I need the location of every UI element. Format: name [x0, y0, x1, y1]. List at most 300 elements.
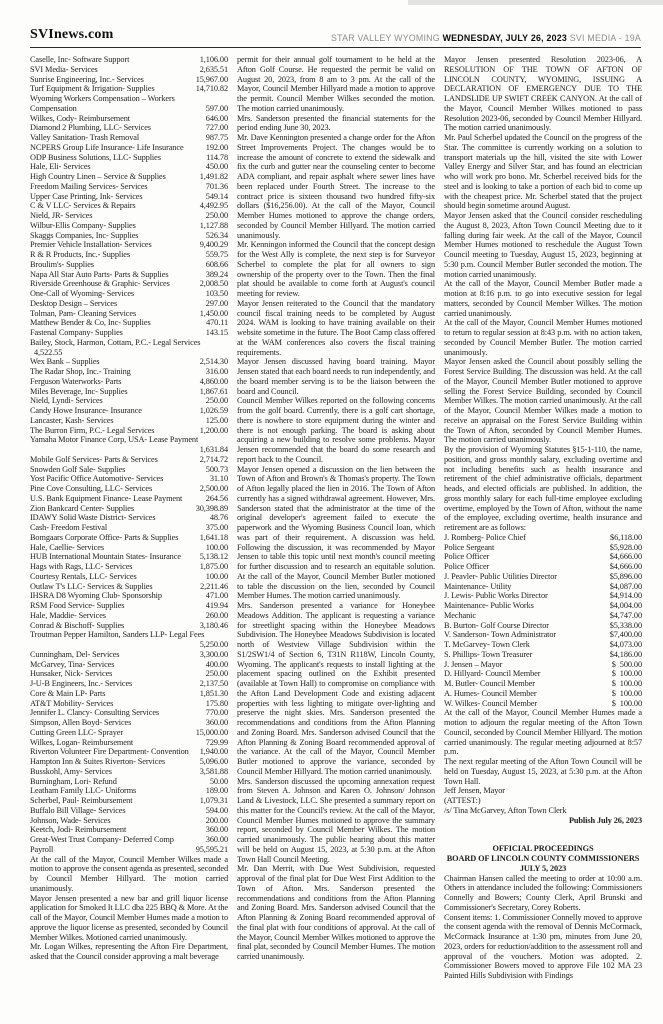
ledger-amount: 3,581.88	[199, 766, 228, 776]
masthead	[30, 27, 641, 48]
ledger-amount: 5,096.00	[199, 757, 228, 766]
ledger-name: ODP Business Solutions, LLC- Supplies	[30, 152, 161, 162]
ledger-name: Conrad & Bischoff- Supplies	[30, 620, 125, 630]
ledger-row	[30, 494, 228, 504]
paragraph: Chairman Hansen called the meeting to order at 10:00 a.m. Others in attendance included the following: Commissioners Connelly and Bowers; County Clerk, April Brunski and Commissioner's Secretary, Corey Roberts.	[444, 873, 642, 912]
ledger-row	[444, 591, 642, 601]
ledger-amount: 125.00	[205, 415, 228, 425]
ledger-amount: $5,338.00	[609, 620, 642, 630]
paragraph: Mrs. Sanderson discussed the upcoming annexation request from Steven A. Johnson and Karen O. Johnson/ Johnson Land & Livestock, LLC. She presented a summary report on this matter for the Council's review. At the call of the Mayor, Council Member Humes motioned to approve the summary report, seconded by Council Member Wilkes. The motion carried unanimously. The public hearing about this matter will be held on August 15, 2023, at 5:30 p.m. at the Afton Town Hall Council Meeting.	[237, 776, 435, 864]
ledger-row	[444, 572, 642, 582]
ledger-name: J-U-B Engineers, Inc.- Services	[30, 679, 133, 688]
ledger-row	[30, 211, 228, 221]
ledger-name: IDAWY Solid Waste District- Services	[30, 513, 156, 523]
ledger-name: Pine Cove Consulting, LLC- Services	[30, 484, 153, 493]
ledger-row	[30, 240, 228, 250]
ledger-amount: 608.66	[205, 259, 228, 269]
ledger-name: Snowden Golf Sale- Supplies	[30, 464, 126, 474]
ledger-amount: 419.94	[205, 601, 228, 610]
signoff-line: Jeff Jensen, Mayor	[444, 786, 505, 796]
paragraph: Consent items: 1. Commissioner Connelly moved to approve the consent agenda with the removal of Dennis McCormack, McCormack Insurance at 1:30 pm, minutes from June 20, 2023, orders for reduction/addition to the assessment roll and approval of the vouchers. Motion was adopted. 2. Commissioner Bowers moved to approve File 102 MA 23 Painted Hills Subdivision with Findings	[444, 912, 642, 980]
ledger-name: Mechanic	[444, 610, 476, 620]
ledger-name: Bomgaars Corporate Office- Parts & Supplies	[30, 532, 179, 542]
ledger-row	[30, 650, 228, 660]
ledger-name: Riverton Volunteer Fire Department- Convention	[30, 747, 189, 757]
ledger-row	[30, 55, 228, 65]
paragraph: Mayor Jensen opened a discussion on the lien between the Town of Afton and Brown's & Thomas's property. The Town of Afton legally placed the lien in 2016. The Town of Afton currently has a signed withdrawal agreement. However, Mrs. Sanderson stated that the administrator at the time of the original developer's agreement failed to execute the paperwork and the Wyoming Business Council loan, which was part of their requirement. A discussion was held. Following the discussion, it was recommended by Mayor Jensen to table this topic until next month's council meeting for further discussion and to research an equitable solution. At the call of the Mayor, Council Member Butler motioned to table the discussion on the lien, seconded by Council Member Humes. The motion carried unanimously.	[237, 464, 435, 601]
ledger-amount: $ 100.00	[611, 669, 642, 679]
paragraph: By the provision of Wyoming Statutes §15-1-110, the name, position, and gross monthly salary, excluding overtime and not including benefits such as health insurance and retirement of the chief administrative officials, department heads, and elected officials are published. In addition, the gross monthly salary for each full-time employee excluding overtime, employed by the Town of Afton, without the name of the employee, excluding overtime, health insurance and retirement are as follows:	[444, 445, 642, 532]
ledger-name: Wilbur-Ellis Company- Supplies	[30, 220, 136, 230]
ledger-name: HUB International Mountain States- Insurance	[30, 552, 181, 562]
ledger-amount: 2,635.51	[199, 64, 228, 74]
paragraph: Mrs. Sanderson presented a variance for Honeybee Meadows Addition. The applicant is requesting a variance for streetlight spacing within the Honeybee Meadows Subdivision. The Honeybee Meadows Subdivision is located north of Westview Village Subdivision within the S1/2SW1/4 of Section 6, T31N R118W, Lincoln County, Wyoming. The applicant's requests to install lighting at the placement spacing outlined on the Exhibit presented (available at Town Hall) to compromise on compliance with the Afton Land Development Code and existing adjacent properties with less lighting to mitigate over-lighting and preserve the night skies. Mrs. Sanderson presented the recommendations and conditions from the Afton Planning and Zoning Board. Mrs. Sanderson advised Council that the Afton Planning & Zoning Board recommended approval of the variance. At the call of the Mayor, Council Member Butler motioned to approve the variance, seconded by Council Member Hillyard. The motion carried unanimously.	[237, 601, 435, 776]
heading-line: JULY 5, 2023	[519, 863, 567, 873]
ledger-row	[444, 533, 642, 543]
ledger-amount: 48.76	[209, 513, 228, 523]
ledger-amount: 549.14	[205, 191, 228, 201]
ledger-amount: $4,087.00	[609, 581, 642, 591]
ledger-name: Burningham, Lori- Refund	[30, 776, 117, 786]
folio-right: SVI MEDIA - 19A	[567, 33, 641, 43]
ledger-row	[30, 192, 228, 202]
ledger-row	[30, 318, 228, 328]
ledger-row	[30, 611, 228, 621]
ledger-row	[30, 289, 228, 299]
ledger-row	[444, 582, 642, 592]
ledger-amount: $ 100.00	[611, 679, 642, 688]
ledger-row	[30, 299, 228, 309]
column-3-paragraphs-mid	[444, 708, 642, 786]
ledger-row	[30, 523, 228, 533]
ledger-row	[30, 94, 228, 114]
ledger-row	[30, 738, 228, 748]
ledger-amount: 100.00	[205, 571, 228, 581]
ledger-row	[30, 513, 228, 523]
paragraph: Mrs. Sanderson presented the financial statements for the period ending June 30, 2023.	[237, 113, 435, 133]
ledger-name: Hale, Caellie- Services	[30, 542, 104, 552]
ledger-row	[30, 572, 228, 582]
ledger-name: Wyoming Workers Compensation – Workers Compensation	[30, 94, 175, 113]
paragraph: Mr. Kenningon informed the Council that the concept design for the West Ally is complete, the next step is for Surveyor Scherbel to complete the plat for all owners to sign ownership of the property over to the Town. Then the final plat should be available to come forth at August's council meeting for review.	[237, 240, 435, 298]
ledger-name: Nield, JR- Services	[30, 211, 93, 220]
ledger-amount: 200.00	[205, 815, 228, 825]
ledger-name: Broulim's- Supplies	[30, 259, 94, 269]
ledger-row	[30, 708, 228, 718]
ledger-amount: 400.00	[205, 659, 228, 669]
ledger-row	[30, 153, 228, 163]
ledger-amount: 50.00	[209, 776, 228, 786]
ledger-amount: 360.00	[205, 825, 228, 835]
ledger-name: Scherbel, Paul- Reimbursement	[30, 796, 133, 805]
ledger-amount: 1,127.88	[199, 220, 228, 230]
column-3-paragraphs-top	[444, 55, 642, 533]
site-title: SVInews.com	[30, 27, 114, 42]
vendor-ledger	[30, 55, 228, 855]
ledger-row	[30, 367, 228, 377]
ledger-name: Busskohl, Amy- Services	[30, 766, 112, 776]
ledger-row	[30, 396, 228, 406]
ledger-amount: 770.00	[205, 708, 228, 718]
ledger-row	[30, 143, 228, 153]
ledger-row-amount	[30, 348, 228, 358]
ledger-name: A. Humes- Council Member	[444, 688, 537, 698]
ledger-row	[30, 270, 228, 280]
ledger-name: Johnson, Wade- Services	[30, 815, 111, 825]
ledger-row	[30, 601, 228, 611]
ledger-amount: $4,666.00	[609, 552, 642, 562]
ledger-name: The Radar Shop, Inc.- Training	[30, 367, 131, 376]
ledger-row	[30, 543, 228, 553]
ledger-amount: 2,137.50	[199, 679, 228, 688]
ledger-row	[30, 416, 228, 426]
paragraph: Council Member Wilkes reported on the following concerns from the golf board. Currently, there is a golf cart shortage, there is nowhere to store equipment during the winter and there is not enough parking. The board is asking about acquiring a new building to resolve some problems. Mayor Jensen recommended that the board do some research and report back to the Council.	[237, 396, 435, 464]
ledger-amount: 175.80	[205, 698, 228, 708]
ledger-name: Hale, Eli- Services	[30, 162, 91, 172]
ledger-row	[444, 660, 642, 670]
ledger-amount: 389.24	[205, 269, 228, 279]
ledger-name: Hale, Maddie- Services	[30, 610, 106, 620]
ledger-name: Miles Beverage, Inc- Supplies	[30, 386, 128, 396]
ledger-row	[444, 562, 642, 572]
ledger-name: Matthew Bender & Co, Inc- Supplies	[30, 318, 151, 328]
article-columns	[30, 55, 641, 981]
ledger-amount: 95,595.21	[195, 844, 228, 854]
page-edge-artifact	[408, 0, 663, 5]
ledger-name: Upper Case Printing, Ink- Services	[30, 191, 143, 201]
ledger-row	[30, 533, 228, 543]
ledger-row	[444, 621, 642, 631]
ledger-name: Tolman, Pam- Cleaning Services	[30, 308, 137, 318]
ledger-amount: $6,118.00	[610, 532, 642, 542]
ledger-amount: 2,211.46	[200, 581, 228, 591]
ledger-amount: 360.00	[205, 835, 228, 844]
ledger-amount: 1,106.00	[199, 55, 228, 64]
ledger-row	[30, 474, 228, 484]
ledger-name: Core & Main LP- Parts	[30, 688, 106, 698]
ledger-amount: 143.15	[205, 328, 228, 337]
ledger-amount: 1,940.00	[199, 747, 228, 757]
ledger-name: IHSRA D8 Wyoming Club- Sponsorship	[30, 591, 162, 601]
ledger-row	[30, 484, 228, 494]
ledger-row	[444, 611, 642, 621]
ledger-name: Skaggs Companies, Inc- Supplies	[30, 230, 139, 240]
ledger-row	[444, 543, 642, 553]
ledger-amount: 559.75	[205, 250, 228, 259]
ledger-row	[30, 845, 228, 855]
ledger-row	[444, 552, 642, 562]
ledger-amount: $5,928.00	[609, 542, 642, 552]
ledger-amount: $4,747.00	[609, 610, 642, 620]
ledger-name: Wex Bank – Supplies	[30, 357, 100, 367]
ledger-name: B. Burton- Golf Course Director	[444, 620, 549, 630]
ledger-row	[30, 250, 228, 260]
ledger-row	[30, 114, 228, 124]
ledger-row	[30, 825, 228, 835]
ledger-amount: $ 500.00	[611, 659, 642, 669]
ledger-amount: 114.78	[206, 152, 228, 162]
ledger-name: Freedom Mailing Services- Services	[30, 181, 148, 191]
ledger-row	[30, 582, 228, 592]
ledger-row	[30, 455, 228, 465]
signoff-line: /s/ Tina McGarvey, Afton Town Clerk	[444, 805, 567, 815]
ledger-row	[30, 728, 228, 738]
paragraph: Mr. Logan Wilkes, representing the Afton Fire Department, asked that the Council consider approving a malt beverage	[30, 942, 228, 961]
ledger-name: Buffalo Bill Village- Services	[30, 805, 126, 815]
heading-line: OFFICIAL PROCEEDINGS	[492, 844, 594, 854]
ledger-name: Payroll	[30, 844, 54, 854]
ledger-row	[30, 767, 228, 777]
ledger-amount: 3,180.46	[199, 620, 228, 630]
ledger-name: Sunrise Engineering, Inc.- Services	[30, 74, 144, 84]
ledger-amount: 192.00	[205, 142, 228, 152]
ledger-row	[30, 562, 228, 572]
paragraph: At the call of the Mayor, Council Member Butler made a motion at 8:16 p.m. to go into executive session for legal matters, seconded by Council Member Wilkes. The motion carried unanimously.	[444, 279, 642, 318]
ledger-name: Ferguson Waterworks- Parts	[30, 376, 122, 386]
ledger-name: Cutting Green LLC- Sprayer	[30, 727, 124, 737]
ledger-amount: 500.73	[205, 464, 228, 474]
ledger-row	[30, 406, 228, 416]
ledger-name: High Country Linen – Service & Supplies	[30, 172, 166, 181]
ledger-amount: 30,398.89	[195, 503, 228, 513]
ledger-row	[30, 630, 228, 640]
ledger-name: Simpson, Allen Boyd- Services	[30, 718, 132, 727]
ledger-amount: 4,522.55	[34, 347, 63, 357]
ledger-row	[444, 679, 642, 689]
ledger-amount: 316.00	[205, 367, 228, 376]
salary-ledger	[444, 533, 642, 709]
ledger-name: Premier Vehicle Installation- Services	[30, 240, 152, 250]
paragraph: At the call of the Mayor, Council Member Wilkes made a motion to approve the consent agenda as presented, seconded by Council Member Hillyard. The motion carried unanimously.	[30, 854, 228, 893]
ledger-row	[30, 133, 228, 143]
ledger-name: Hampton Inn & Suites Riverton- Services	[30, 757, 166, 766]
ledger-amount: 15,000.00	[195, 727, 228, 737]
ledger-row	[30, 786, 228, 796]
ledger-name: Keetch, Jodi- Reimbursement	[30, 825, 127, 835]
ledger-name: One-Call of Wyoming- Services	[30, 289, 135, 298]
ledger-amount: $7,400.00	[609, 630, 642, 640]
ledger-name: Caselle, Inc- Software Support	[30, 55, 130, 64]
ledger-amount: 5,138.12	[199, 552, 228, 562]
ledger-name: NCPERS Group Life Insurance- Life Insurance	[30, 142, 184, 152]
ledger-amount: 250.00	[205, 396, 228, 406]
ledger-row	[30, 84, 228, 94]
ledger-name: U.S. Bank Equipment Finance- Lease Payment	[30, 493, 183, 503]
ledger-row	[444, 630, 642, 640]
official-proceedings-heading	[444, 844, 642, 873]
ledger-amount: 250.00	[205, 669, 228, 679]
ledger-row	[30, 435, 228, 445]
ledger-row	[30, 689, 228, 699]
folio	[331, 33, 641, 43]
ledger-amount: 3,300.00	[199, 649, 228, 659]
ledger-row	[444, 699, 642, 709]
folio-date: WEDNESDAY, JULY 26, 2023	[442, 33, 568, 43]
ledger-row-amount	[30, 445, 228, 455]
ledger-name: Desktop Design – Services	[30, 298, 118, 308]
ledger-amount: 250.00	[205, 211, 228, 220]
column-2	[237, 55, 435, 981]
ledger-row	[444, 650, 642, 660]
ledger-name: Lancaster, Kash- Services	[30, 415, 114, 425]
ledger-amount: 4,860.00	[199, 376, 228, 386]
signoff-line: (ATTEST:)	[444, 796, 481, 805]
ledger-row	[30, 309, 228, 319]
paragraph: Mayor Jensen discussed having board training. Mayor Jensen stated that each board needs to run independently, and the board member serving is to be the liaison between the board and Council.	[237, 357, 435, 396]
ledger-name: T. McGarvey- Town Clerk	[444, 640, 530, 649]
ledger-name: RSM Food Service- Supplies	[30, 601, 125, 610]
ledger-name: Wilkes, Cody- Reimbursement	[30, 113, 130, 123]
ledger-amount: $ 100.00	[611, 688, 642, 698]
ledger-amount: 2,714.72	[199, 454, 228, 464]
ledger-row	[444, 601, 642, 611]
ledger-name: Hags with Rags, LLC- Services	[30, 562, 133, 571]
ledger-row	[30, 747, 228, 757]
ledger-name: AT&T Mobility- Services	[30, 698, 114, 708]
ledger-row	[30, 679, 228, 689]
ledger-name: Turf Equipment & Irrigation- Supplies	[30, 84, 155, 94]
ledger-amount: 100.00	[205, 542, 228, 552]
ledger-amount: 729.99	[205, 737, 228, 747]
ledger-amount: 31.10	[209, 474, 228, 484]
ledger-row	[30, 172, 228, 182]
ledger-name: Police Sergeant	[444, 542, 495, 552]
paragraph: permit for their annual golf tournament to be held at the Afton Golf Course. He requested the permit be valid on August 20, 2023, from 8 am to 3 pm. At the call of the Mayor, Council Member Hillyard made a motion to approve the permit. Council Member Wilkes seconded the motion. The motion carried unanimously.	[237, 55, 435, 113]
ledger-row	[30, 796, 228, 806]
ledger-amount: 375.00	[205, 523, 228, 532]
ledger-row	[30, 182, 228, 192]
ledger-row	[30, 426, 228, 436]
ledger-amount: $4,186.00	[609, 649, 642, 659]
ledger-row	[30, 65, 228, 75]
ledger-row	[30, 660, 228, 670]
ledger-row	[30, 835, 228, 845]
ledger-name: Candy Howe Insurance- Insurance	[30, 406, 142, 415]
ledger-row	[30, 806, 228, 816]
ledger-name: Jennifer L. Clancy- Consulting Services	[30, 708, 160, 718]
ledger-amount: 14,710.82	[195, 84, 228, 94]
ledger-amount: 2,514.30	[199, 357, 228, 367]
ledger-name: Yost Pacific Office Automotive- Services	[30, 474, 164, 484]
ledger-amount: 727.00	[205, 123, 228, 133]
ledger-amount: $4,914.00	[609, 591, 642, 601]
ledger-row	[30, 328, 228, 338]
ledger-amount: 1,026.59	[199, 406, 228, 415]
ledger-row	[30, 387, 228, 397]
ledger-amount: 646.00	[205, 113, 228, 123]
ledger-name: S. Phillips- Town Treasurer	[444, 649, 533, 659]
ledger-row	[30, 201, 228, 211]
ledger-amount: 987.75	[205, 133, 228, 142]
ledger-amount: 1,450.00	[199, 308, 228, 318]
ledger-name: Zion Bankcard Center- Supplies	[30, 503, 134, 513]
ledger-amount: 5,250.00	[199, 640, 228, 649]
heading-line: BOARD OF LINCOLN COUNTY COMMISSIONERS	[446, 854, 640, 863]
folio-left: STAR VALLEY WYOMING	[331, 33, 443, 43]
ledger-amount: 470.11	[206, 318, 228, 328]
ledger-name: J. Lewis- Public Works Director	[444, 591, 548, 601]
ledger-name: W. Wilkes- Council Member	[444, 698, 538, 708]
ledger-name: Police Officer	[444, 552, 490, 562]
ledger-name: Napa All Star Auto Parts- Parts & Supplies	[30, 269, 169, 279]
ledger-amount: 2,500.00	[199, 484, 228, 493]
ledger-amount: 4,492.95	[199, 201, 228, 211]
ledger-row	[30, 357, 228, 367]
ledger-row	[30, 279, 228, 289]
ledger-amount: 9,400.29	[199, 240, 228, 250]
ledger-name: Cash- Freedom Festival	[30, 523, 108, 532]
paragraph: Mr. Paul Scherbel updated the Council on the progress of the Star. The committee is currently working on a solution to transport materials up the hill, visited the site with Lower Valley Energy and Silver Star, and has found an electrician who will work pro bono. Mr. Scherbel received bids for the steel and is looking to take a portion of each bid to come up with the cheapest price. Mr. Scherbel stated that the project should begin sometime around August.	[444, 133, 642, 211]
ledger-row	[30, 757, 228, 767]
ledger-row	[30, 669, 228, 679]
ledger-name: D. Hillyard- Council Member	[444, 669, 541, 679]
ledger-name: SVI Media- Services	[30, 64, 98, 74]
publish-line: Publish July 26, 2023	[568, 815, 642, 825]
ledger-row	[30, 621, 228, 631]
ledger-name: Great-West Trust Company- Deferred Comp	[30, 835, 174, 844]
ledger-name: Nield, Lyndi- Services	[30, 396, 103, 406]
ledger-name: Wilkes, Logan- Reimbursement	[30, 737, 134, 747]
ledger-row	[30, 718, 228, 728]
paragraph: Mayor Jensen asked the Council about possibly selling the Forest Service Building. The discussion was held. At the call of the Mayor, Council Member Butler motioned to approve selling the Forest Service Building, seconded by Council Member Wilkes. The motion carried unanimously. At the call of the Mayor, Council Member Wilkes made a motion to receive an appraisal on the Forest Service Building within the Town of Afton, seconded by Council Member Humes. The motion carried unanimously.	[444, 357, 642, 445]
ledger-amount: 1,867.61	[199, 386, 228, 396]
ledger-amount: $ 100.00	[611, 698, 642, 708]
ledger-amount: 260.00	[205, 610, 228, 620]
ledger-amount: 264.56	[205, 493, 228, 503]
ledger-name: J. Romberg- Police Chief	[444, 532, 526, 542]
ledger-amount: 450.00	[205, 162, 228, 172]
ledger-amount: $4,666.00	[609, 562, 642, 571]
ledger-amount: 103.50	[205, 289, 228, 298]
ledger-amount: 594.00	[205, 805, 228, 815]
ledger-name: Leatham Family LLC- Uniforms	[30, 786, 137, 796]
ledger-row	[30, 338, 228, 348]
ledger-amount: 1,079.31	[199, 796, 228, 805]
ledger-name: R & R Products, Inc.- Supplies	[30, 250, 131, 259]
ledger-name: J. Peavler- Public Utilities Director	[444, 571, 557, 581]
column-1	[30, 55, 228, 981]
ledger-row	[30, 816, 228, 826]
ledger-amount: 1,491.82	[199, 172, 228, 181]
paragraph: The next regular meeting of the Afton Town Council will be held on Tuesday, August 15, 2023, at 5:30 p.m. at the Afton Town Hall.	[444, 757, 642, 786]
ledger-amount: 701.36	[205, 181, 228, 191]
ledger-name: Courtesy Rentals, LLC- Services	[30, 571, 137, 581]
ledger-row	[30, 221, 228, 231]
ledger-name: Mobile Golf Services- Parts & Services	[30, 454, 158, 464]
ledger-row-amount	[30, 640, 228, 650]
ledger-name: Cunningham, Del- Services	[30, 649, 120, 659]
ledger-name: C & V LLC- Services & Repairs	[30, 201, 136, 211]
paragraph: At the call of the Mayor, Council Member Humes motioned to return to regular session at 8:43 p.m. with no action taken, seconded by Council Member Butler. The motion carried unanimously.	[444, 318, 642, 357]
ledger-name: Maintenance- Utility	[444, 581, 512, 591]
ledger-row	[30, 231, 228, 241]
ledger-row	[30, 777, 228, 787]
ledger-amount: $4,004.00	[609, 601, 642, 610]
ledger-name: V. Sanderson- Town Administrator	[444, 630, 557, 640]
ledger-row	[30, 504, 228, 514]
ledger-amount: 1,641.18	[199, 532, 228, 542]
ledger-row	[444, 689, 642, 699]
paragraph: Mayor Jensen presented a new bar and grill liquor license application for Smoked It LLC dba 225 BBQ & More. At the call of the Mayor, Council Member Humes made a motion to approve the liquor license as presented, seconded by Council Member Wilkes. Motioned carried unanimously.	[30, 893, 228, 942]
ledger-amount: 360.00	[205, 718, 228, 727]
ledger-name: Diamond 2 Plumbing, LLC- Services	[30, 123, 151, 133]
ledger-amount: 1,200.00	[199, 425, 228, 435]
ledger-amount: 471.00	[205, 591, 228, 601]
ledger-row	[30, 465, 228, 475]
ledger-amount: 1,875.00	[199, 562, 228, 571]
ledger-name: Riverside Greenhouse & Graphic- Services	[30, 279, 170, 289]
ledger-name: Hunsaker, Nick- Services	[30, 669, 113, 679]
